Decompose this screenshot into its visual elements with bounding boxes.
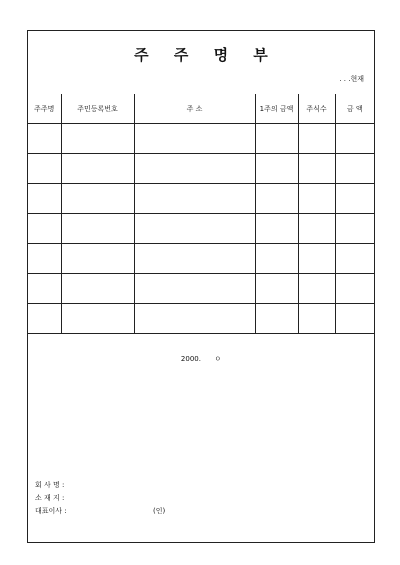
table-cell	[28, 274, 61, 304]
column-header-par-value: 1주의 금액	[255, 94, 298, 124]
table-cell	[28, 184, 61, 214]
table-cell	[61, 124, 134, 154]
column-header-share-count: 주식수	[298, 94, 335, 124]
table-cell	[61, 154, 134, 184]
table-cell	[61, 274, 134, 304]
table-cell	[134, 154, 255, 184]
seal-mark: (인)	[153, 507, 166, 515]
table-cell	[61, 244, 134, 274]
table-cell	[134, 304, 255, 334]
date-year: 2000.	[180, 355, 201, 363]
table-cell	[335, 124, 374, 154]
table-cell	[134, 274, 255, 304]
table-cell	[335, 184, 374, 214]
table-cell	[28, 124, 61, 154]
table-cell	[61, 184, 134, 214]
column-header-resident-number: 주민등록번호	[61, 94, 134, 124]
table-cell	[298, 184, 335, 214]
address-row	[35, 492, 67, 505]
column-header-shareholder-name: 주주명	[28, 94, 61, 124]
table-cell	[335, 244, 374, 274]
table-cell	[255, 124, 298, 154]
table-cell	[298, 124, 335, 154]
table-cell	[134, 244, 255, 274]
shareholder-table	[28, 94, 374, 334]
table-header-row	[28, 94, 374, 124]
date-line	[28, 354, 374, 364]
table-row	[28, 124, 374, 154]
shareholder-register-form	[27, 30, 375, 543]
ceo-label: 대표이사 :	[35, 507, 67, 515]
table-row	[28, 244, 374, 274]
table-cell	[298, 244, 335, 274]
table-cell	[134, 214, 255, 244]
table-cell	[255, 244, 298, 274]
table-cell	[134, 124, 255, 154]
table-cell	[28, 214, 61, 244]
table-cell	[255, 184, 298, 214]
table-cell	[335, 304, 374, 334]
column-header-amount: 금 액	[335, 94, 374, 124]
table-row	[28, 274, 374, 304]
address-label: 소 재 지 :	[35, 494, 65, 502]
company-name-row	[35, 479, 67, 492]
table-cell	[28, 244, 61, 274]
table-cell	[28, 304, 61, 334]
table-cell	[28, 154, 61, 184]
table-cell	[298, 304, 335, 334]
table-cell	[255, 274, 298, 304]
as-of-date: . . .현재	[339, 75, 364, 83]
table-cell	[134, 184, 255, 214]
table-row	[28, 304, 374, 334]
table-cell	[335, 214, 374, 244]
table-cell	[255, 214, 298, 244]
table-cell	[335, 274, 374, 304]
date-mark: ㅇ	[214, 355, 222, 363]
table-cell	[335, 154, 374, 184]
table-row	[28, 214, 374, 244]
table-cell	[61, 304, 134, 334]
ceo-row	[35, 505, 166, 518]
table-cell	[298, 154, 335, 184]
table-cell	[255, 304, 298, 334]
table-cell	[298, 274, 335, 304]
table-row	[28, 184, 374, 214]
table-cell	[255, 154, 298, 184]
table-row	[28, 154, 374, 184]
column-header-address: 주 소	[134, 94, 255, 124]
signature-block	[35, 479, 166, 518]
document-title: 주 주 명 부	[134, 46, 278, 64]
table-cell	[61, 214, 134, 244]
company-name-label: 회 사 명 :	[35, 481, 65, 489]
table-cell	[298, 214, 335, 244]
